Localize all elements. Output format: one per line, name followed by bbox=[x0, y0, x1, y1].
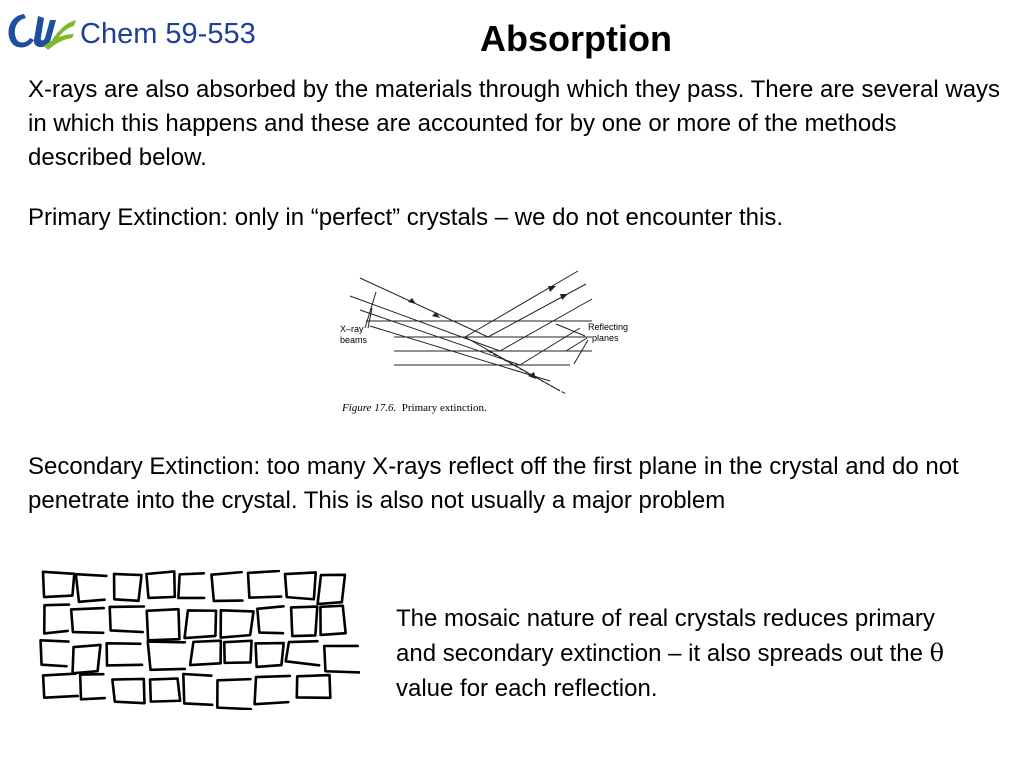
mosaic-crystal-sketch-icon bbox=[36, 570, 360, 710]
figure-caption-text: Primary extinction. bbox=[396, 402, 487, 414]
mosaic-block bbox=[148, 642, 185, 670]
mosaic-block bbox=[256, 643, 284, 667]
mosaic-block bbox=[224, 641, 251, 663]
mosaic-block bbox=[147, 609, 180, 640]
mosaic-block bbox=[185, 610, 216, 638]
mosaic-block bbox=[297, 675, 331, 698]
mosaic-block bbox=[41, 640, 69, 666]
mosaic-block bbox=[146, 571, 174, 597]
mosaic-block bbox=[318, 575, 345, 604]
mosaic-paragraph bbox=[396, 601, 956, 706]
mosaic-block bbox=[183, 674, 212, 705]
mosaic-block bbox=[44, 605, 69, 634]
mosaic-block bbox=[107, 643, 142, 665]
mosaic-block bbox=[43, 674, 78, 698]
figure-caption bbox=[341, 402, 487, 414]
mosaic-block bbox=[324, 646, 360, 672]
mosaic-block bbox=[221, 610, 254, 637]
xray-beams-label-line2: beams bbox=[340, 335, 368, 345]
mosaic-block bbox=[80, 674, 105, 699]
slide-title: Absorption bbox=[480, 18, 672, 59]
mosaic-text-before: The mosaic nature of real crystals reduces primary and secondary extinction – it also spreads out the bbox=[396, 605, 935, 667]
mosaic-block bbox=[190, 641, 221, 665]
mosaic-block bbox=[110, 606, 144, 632]
theta-symbol: θ bbox=[929, 639, 945, 667]
mosaic-block bbox=[285, 572, 316, 599]
mosaic-block bbox=[114, 574, 141, 601]
diffraction-diagram-icon bbox=[330, 266, 640, 421]
mosaic-text-after: value for each reflection. bbox=[396, 675, 658, 702]
mosaic-block bbox=[43, 572, 74, 597]
mosaic-block bbox=[248, 571, 281, 598]
mosaic-block bbox=[76, 574, 107, 602]
mosaic-block bbox=[257, 606, 283, 633]
mosaic-block bbox=[320, 606, 345, 635]
mosaic-block bbox=[73, 645, 101, 673]
xray-beams-label: X–ray bbox=[340, 324, 364, 334]
reflecting-planes-label: Reflecting bbox=[588, 322, 629, 332]
mosaic-block bbox=[112, 679, 144, 703]
course-code: Chem 59-553 bbox=[80, 18, 256, 50]
intro-paragraph: X-rays are also absorbed by the materials through which they pass. There are several ways in which this happens and these are accounted for by one or more of the methods described below. bbox=[28, 76, 1001, 171]
mosaic-block bbox=[255, 676, 290, 704]
secondary-extinction-paragraph: Secondary Extinction: too many X-rays reflect off the first plane in the crystal and do not penetrate into the crystal. This is also not usually a major problem bbox=[28, 453, 959, 514]
figure-caption-number: Figure 17.6. bbox=[342, 402, 397, 414]
mosaic-block bbox=[217, 679, 251, 709]
mosaic-block bbox=[178, 573, 204, 598]
primary-extinction-paragraph: Primary Extinction: only in “perfect” crystals – we do not encounter this. bbox=[28, 204, 783, 231]
reflecting-planes-label-line2: planes bbox=[592, 333, 619, 343]
mosaic-block bbox=[291, 607, 317, 636]
mosaic-block bbox=[71, 608, 104, 633]
mosaic-block bbox=[211, 572, 242, 601]
mosaic-block bbox=[286, 641, 319, 665]
mosaic-block bbox=[150, 678, 180, 701]
